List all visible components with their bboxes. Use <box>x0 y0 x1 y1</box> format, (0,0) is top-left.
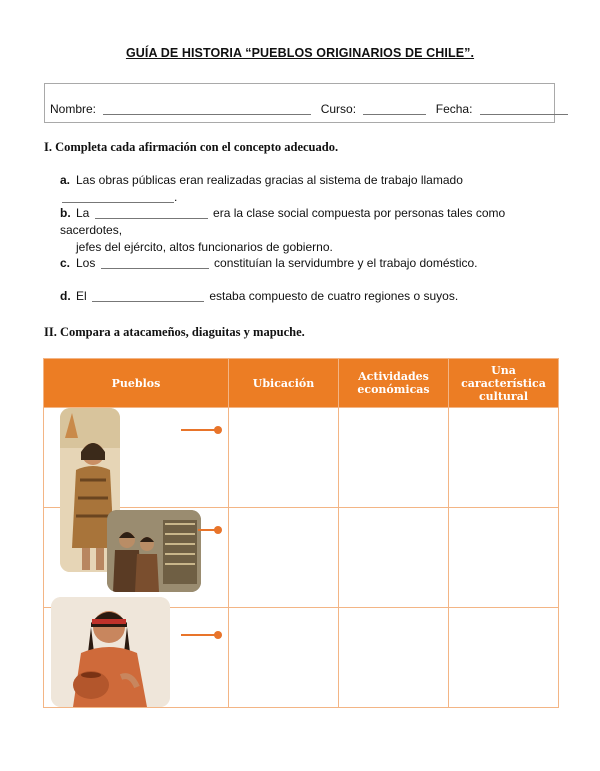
item-a <box>60 172 560 206</box>
fecha-blank[interactable] <box>480 113 568 115</box>
header-ubicacion: Ubicación <box>229 359 339 408</box>
section-1-heading: I. Completa cada afirmación con el concepto adecuado. <box>44 140 339 154</box>
item-text-after: constituían la servidumbre y el trabajo doméstico. <box>214 256 478 270</box>
nombre-blank[interactable] <box>103 113 311 115</box>
diaguita-illustration <box>107 510 201 592</box>
header-caracteristica: Una característica cultural <box>449 359 559 408</box>
answer-cell[interactable] <box>339 508 449 608</box>
section-2-heading: II. Compara a atacameños, diaguitas y mapuche. <box>44 325 305 339</box>
answer-cell[interactable] <box>229 608 339 708</box>
connector-dot <box>214 631 222 639</box>
page-title: GUÍA DE HISTORIA “PUEBLOS ORIGINARIOS DE CHILE”. <box>125 46 475 60</box>
answer-cell[interactable] <box>229 408 339 508</box>
item-letter: d. <box>60 289 71 303</box>
item-text-before: El <box>76 289 87 303</box>
answer-cell[interactable] <box>449 508 559 608</box>
curso-label: Curso: <box>320 102 357 116</box>
header-pueblos: Pueblos <box>44 359 229 408</box>
answer-cell[interactable] <box>339 408 449 508</box>
item-text-after: era la clase social compuesta por personas tales como sacerdotes, <box>60 206 506 237</box>
connector-dot <box>214 526 222 534</box>
item-text-before: Las obras públicas eran realizadas gracias al sistema de trabajo llamado <box>76 173 463 187</box>
answer-cell[interactable] <box>449 408 559 508</box>
item-text-before: Los <box>76 256 96 270</box>
table-row <box>44 408 559 508</box>
item-c <box>60 255 560 272</box>
answer-cell[interactable] <box>229 508 339 608</box>
item-letter: a. <box>60 173 71 187</box>
answer-blank-a[interactable] <box>62 201 174 203</box>
student-info-line <box>50 102 568 116</box>
header-actividades: Actividades económicas <box>339 359 449 408</box>
item-d <box>60 288 560 305</box>
item-text-after: . <box>174 190 178 204</box>
answer-blank-b[interactable] <box>95 217 208 219</box>
item-text-before: La <box>76 206 90 220</box>
nombre-label: Nombre: <box>50 102 97 116</box>
answer-blank-d[interactable] <box>92 300 204 302</box>
mapuche-illustration <box>51 597 170 707</box>
item-text-after: estaba compuesto de cuatro regiones o suyos. <box>209 289 459 303</box>
connector-line <box>181 634 216 636</box>
connector-dot <box>214 426 222 434</box>
answer-cell[interactable] <box>449 608 559 708</box>
item-text-continuation: jefes del ejército, altos funcionarios de gobierno. <box>76 240 333 254</box>
fecha-label: Fecha: <box>435 102 473 116</box>
answer-cell[interactable] <box>339 608 449 708</box>
curso-blank[interactable] <box>363 113 426 115</box>
answer-blank-c[interactable] <box>101 267 209 269</box>
connector-line <box>181 429 216 431</box>
item-b <box>60 205 560 256</box>
item-letter: c. <box>60 256 71 270</box>
item-letter: b. <box>60 206 71 220</box>
